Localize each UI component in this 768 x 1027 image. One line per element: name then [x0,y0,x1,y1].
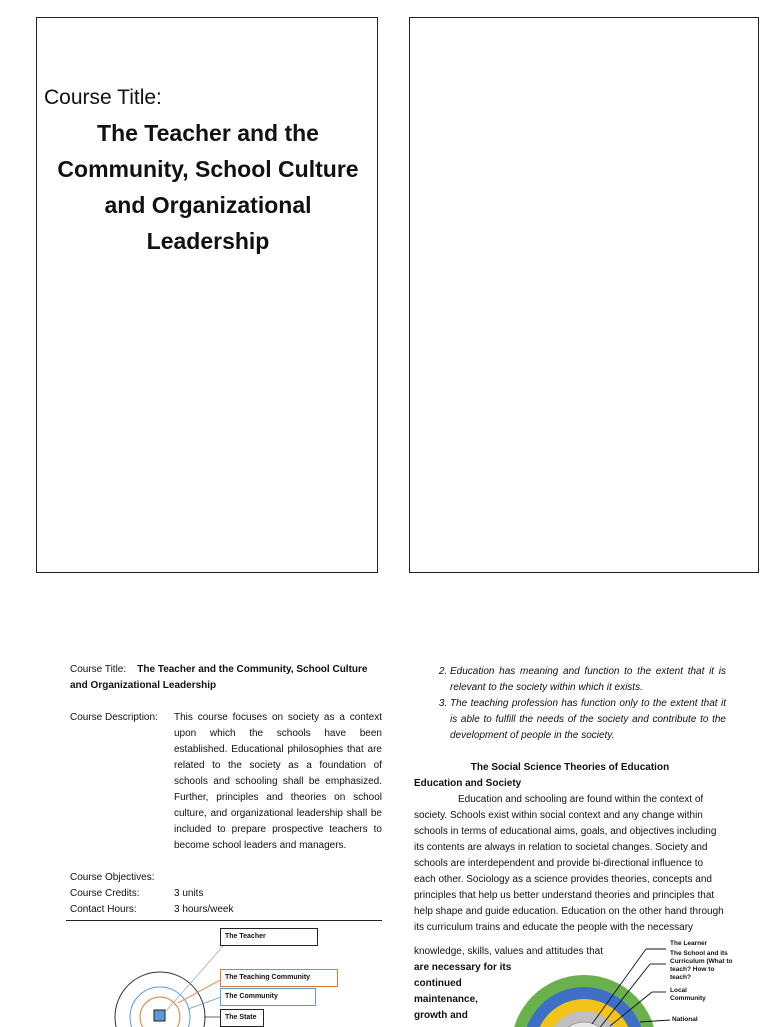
course-description-row [70,710,382,854]
course-info [70,662,382,918]
ring-label-school-curriculum: The School and its Curriculum (What to teach? How to teach? [670,950,733,981]
subsection-title: Education and Society [414,778,522,789]
ring-label-national: National [672,1016,698,1023]
blank-page [409,17,759,573]
teacher-community-diagram [66,920,382,1025]
label-the-community: The Community [220,988,316,1006]
ring-label-local-community: Local Community [670,987,706,1002]
paragraph-tail-bold-4: growth and [414,1010,468,1021]
education-rings-area [414,940,768,1024]
contact-hours-value: 3 hours/week [174,904,234,915]
list-item: 3. The teaching profession has function only to the extent that it is able to fulfill the needs of the society and contribute to the development of people in the society. [450,696,726,744]
course-credits-label: Course Credits: [70,888,140,899]
cover-page [36,17,378,573]
paragraph-tail: knowledge, skills, values and attitudes that [414,946,603,957]
label-the-state: The State [220,1009,264,1027]
course-credits-value: 3 units [174,888,204,899]
contact-hours-row [70,902,382,918]
label-the-teacher: The Teacher [220,928,318,946]
label-teaching-community: The Teaching Community [220,969,338,987]
paragraph-tail-bold-3: maintenance, [414,994,478,1005]
principles-list [414,664,726,744]
course-objectives-label: Course Objectives: [70,872,155,883]
course-credits-row [70,886,382,902]
contact-hours-label: Contact Hours: [70,904,137,915]
course-description-label: Course Description: [70,712,158,723]
section-title: The Social Science Theories of Education [470,762,670,773]
course-title-line [70,662,382,694]
course-description-text: This course focuses on society as a context upon which the schools have been established. Educational philosophies that are related to the society as a foundation of schools and schooling shall be emphasized. Further, principles and theories on school culture, and organizational leadership shall be included to prepare prospective teachers to become school leaders and managers. [174,712,382,851]
society-paragraph: Education and schooling are found within the context of society. Schools exist within social context and any change within schools in terms of educational aims, goals, and objectives including its contents are always in relation to societal changes. Society and schools are interdependent and provide bi-directional influence to each other. Sociology as a science provides theories, concepts and principles that help us better understand theories and principles that help shape and guide education. Education on the other hand through its curriculum trains and educate the people with the necessary [414,794,724,933]
cover-course-title-label: Course Title: [44,86,162,109]
ring-label-learner: The Learner [670,940,708,947]
cover-course-title: The Teacher and the Community, School Culture and Organizational Leadership [57,120,359,254]
paragraph-tail-bold-2: continued [414,978,462,989]
paragraph-tail-bold-1: are necessary for its [414,962,512,973]
course-title-value: The Teacher and the Community, School Culture and Organizational Leadership [70,664,368,691]
theories-section [414,664,726,936]
course-objectives-row [70,870,382,886]
course-title-label: Course Title: [70,664,127,675]
list-item: 2. Education has meaning and function to the extent that it is relevant to the society within which it exists. [450,664,726,696]
